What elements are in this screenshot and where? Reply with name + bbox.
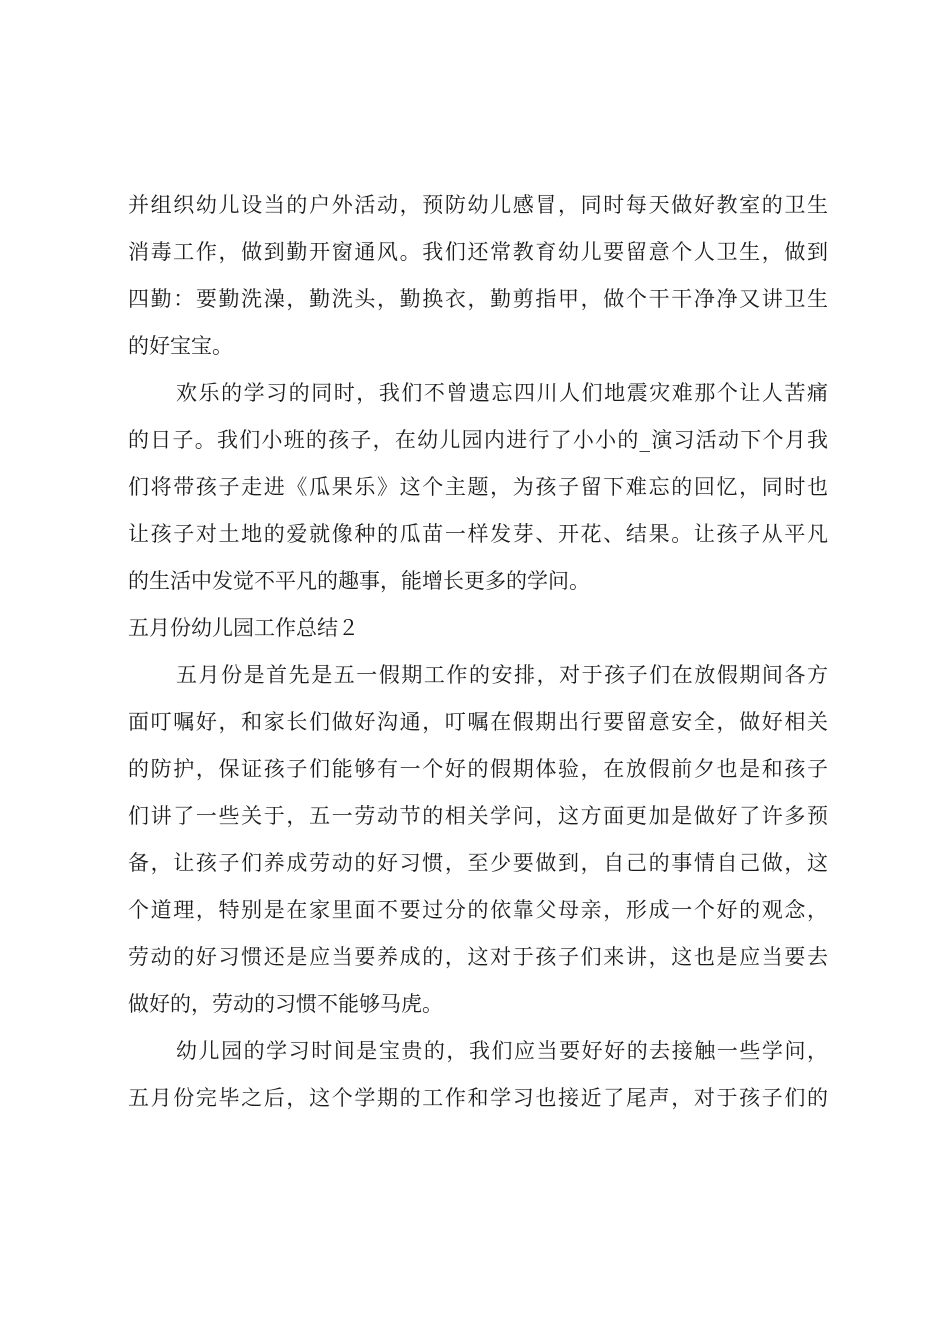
paragraph-hygiene: [128, 182, 828, 370]
text-line: 备，让孩子们养成劳动的好习惯，至少要做到，自己的事情自己做，这: [128, 851, 828, 875]
text-line: 消毒工作，做到勤开窗通风。我们还常教育幼儿要留意个人卫生，做到: [128, 240, 828, 264]
document-body: [128, 182, 828, 1122]
paragraph-study-time: [128, 1028, 828, 1122]
paragraph-learning: [128, 370, 828, 605]
text-line: 五月份完毕之后，这个学期的工作和学习也接近了尾声，对于孩子们的: [128, 1086, 828, 1110]
text-line: 五月份是首先是五一假期工作的安排，对于孩子们在放假期间各方: [176, 663, 828, 687]
text-line: 的好宝宝。: [128, 334, 233, 358]
text-line: 个道理，特别是在家里面不要过分的依靠父母亲，形成一个好的观念，: [128, 898, 828, 922]
text-line: 欢乐的学习的同时，我们不曾遗忘四川人们地震灾难那个让人苦痛: [176, 381, 828, 405]
text-line: 面叮嘱好，和家长们做好沟通，叮嘱在假期出行要留意安全，做好相关: [128, 710, 828, 734]
text-line: 劳动的好习惯还是应当要养成的，这对于孩子们来讲，这也是应当要去: [128, 945, 828, 969]
text-line: 的生活中发觉不平凡的趣事，能增长更多的学问。: [128, 569, 590, 593]
paragraph-may-day: [128, 652, 828, 1028]
text-line: 们讲了一些关于，五一劳动节的相关学问，这方面更加是做好了许多预: [128, 804, 828, 828]
text-line: 四勤：要勤洗澡，勤洗头，勤换衣，勤剪指甲，做个干干净净又讲卫生: [128, 287, 828, 311]
text-line: 做好的，劳动的习惯不能够马虎。: [128, 992, 443, 1016]
text-line: 并组织幼儿设当的户外活动，预防幼儿感冒，同时每天做好教室的卫生: [128, 193, 828, 217]
section-heading: 五月份幼儿园工作总结２: [128, 616, 359, 640]
text-line: 的日子。我们小班的孩子，在幼儿园内进行了小小的_演习活动下个月我: [128, 428, 828, 452]
text-line: 们将带孩子走进《瓜果乐》这个主题，为孩子留下难忘的回忆，同时也: [128, 475, 828, 499]
text-line: 的防护，保证孩子们能够有一个好的假期体验，在放假前夕也是和孩子: [128, 757, 828, 781]
text-line: 幼儿园的学习时间是宝贵的，我们应当要好好的去接触一些学问，: [176, 1039, 828, 1063]
text-line: 让孩子对土地的爱就像种的瓜苗一样发芽、开花、结果。让孩子从平凡: [128, 522, 828, 546]
